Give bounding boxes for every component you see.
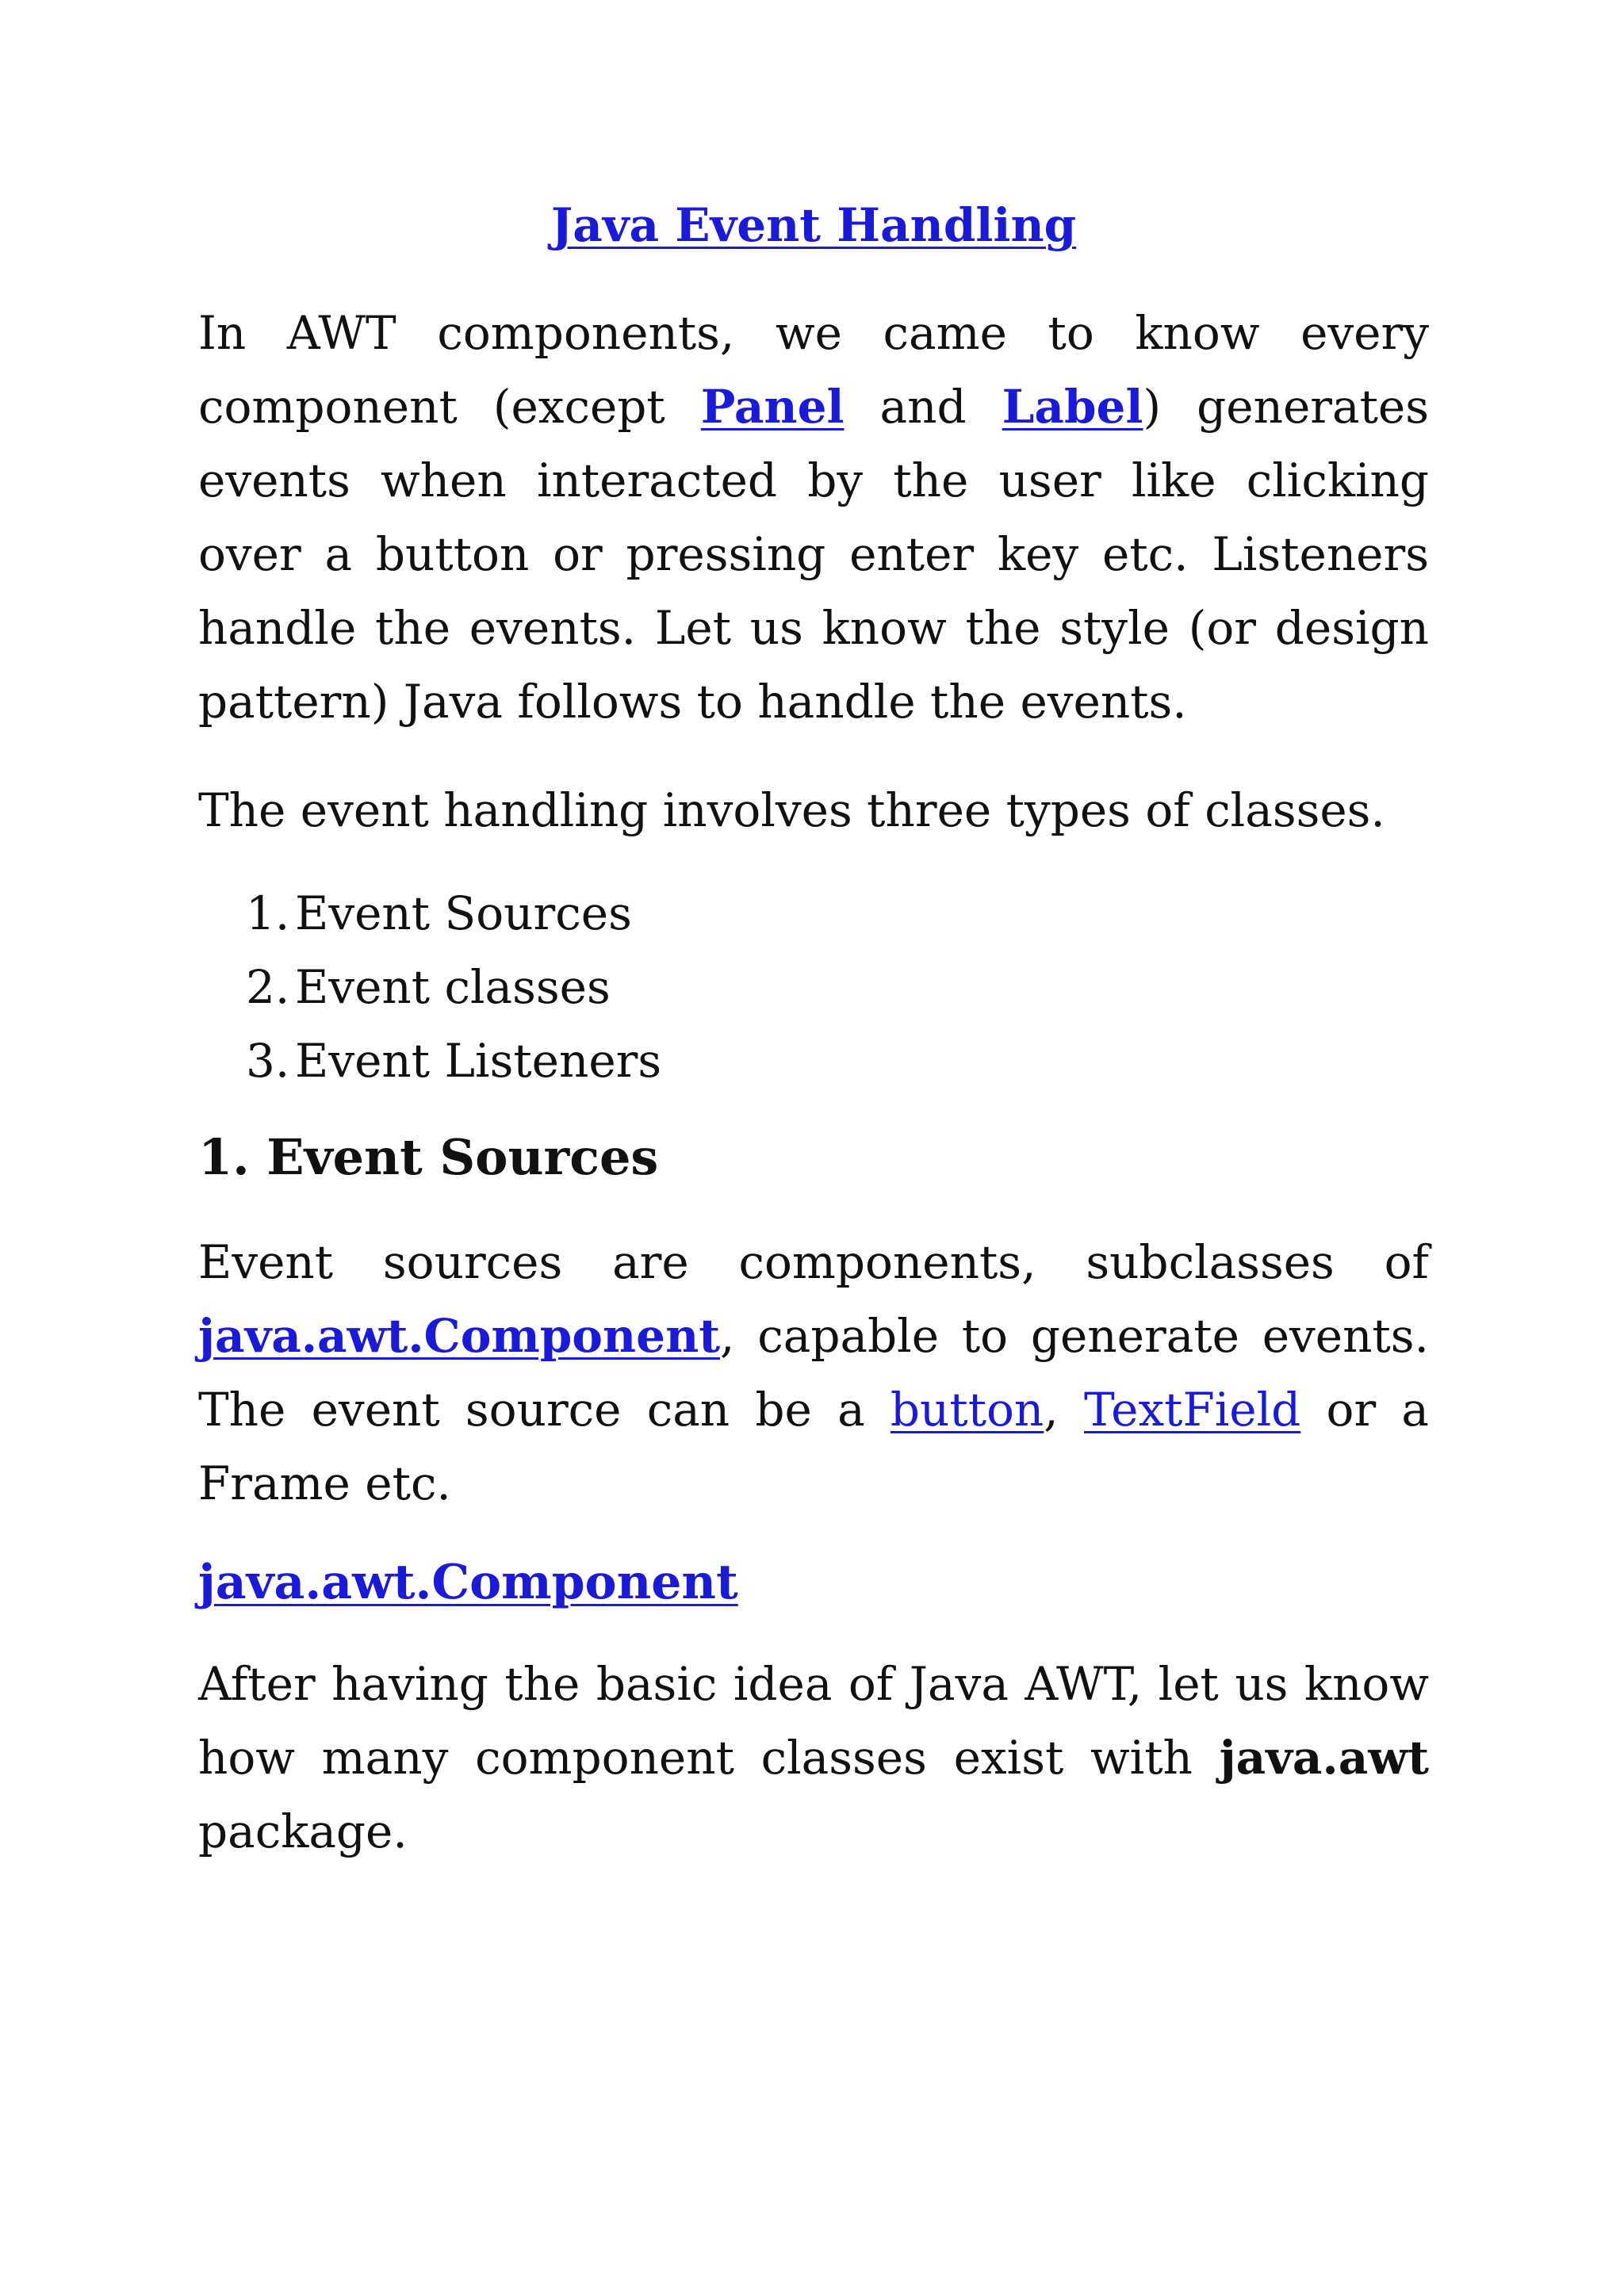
java-awt-bold: java.awt <box>1219 1731 1429 1785</box>
intro-text-2: and <box>844 380 1002 434</box>
list-item-label: Event Sources <box>295 886 632 940</box>
list-item <box>246 877 661 951</box>
list-item-number: 2. <box>246 960 290 1014</box>
event-sources-text-3: , <box>1044 1383 1084 1437</box>
component-text-1: After having the basic idea of Java AWT, let us know how many component classes exist with <box>198 1657 1429 1785</box>
list-item <box>246 951 661 1024</box>
title-link[interactable]: Java Event Handling <box>550 198 1077 252</box>
button-link[interactable]: button <box>890 1383 1044 1437</box>
component-heading-link[interactable]: java.awt.Component <box>198 1555 738 1610</box>
types-intro-paragraph: The event handling involves three types of classes. <box>198 783 1385 837</box>
event-sources-text-2: , capable to generate events. The event source can be a <box>198 1309 1429 1437</box>
list-item-number: 1. <box>246 886 290 940</box>
intro-text-3: ) generates events when interacted by the user like clicking over a button or pressing enter key etc. Listeners handle the events. Let us know the style (or design pattern) Java follows to handle the events. <box>198 380 1429 729</box>
list-item-number: 3. <box>246 1034 290 1088</box>
panel-link[interactable]: Panel <box>700 380 845 434</box>
component-paragraph <box>198 1647 1429 1869</box>
list-item-label: Event classes <box>295 960 611 1014</box>
component-link[interactable]: java.awt.Component <box>198 1309 721 1363</box>
label-link[interactable]: Label <box>1002 380 1143 434</box>
textfield-link[interactable]: TextField <box>1083 1383 1301 1437</box>
component-heading <box>198 1551 738 1614</box>
event-sources-paragraph <box>198 1226 1429 1521</box>
intro-paragraph <box>198 297 1429 739</box>
page-title <box>198 197 1429 254</box>
event-sources-text-1: Event sources are components, subclasses of <box>198 1235 1429 1289</box>
component-text-2: package. <box>198 1804 408 1858</box>
types-list <box>246 877 661 1098</box>
section-heading-event-sources: 1. Event Sources <box>198 1128 659 1186</box>
event-sources-text-4: or a Frame etc. <box>198 1383 1429 1510</box>
list-item <box>246 1024 661 1098</box>
list-item-label: Event Listeners <box>295 1034 662 1088</box>
intro-text-1: In AWT components, we came to know every component (except <box>198 306 1429 434</box>
